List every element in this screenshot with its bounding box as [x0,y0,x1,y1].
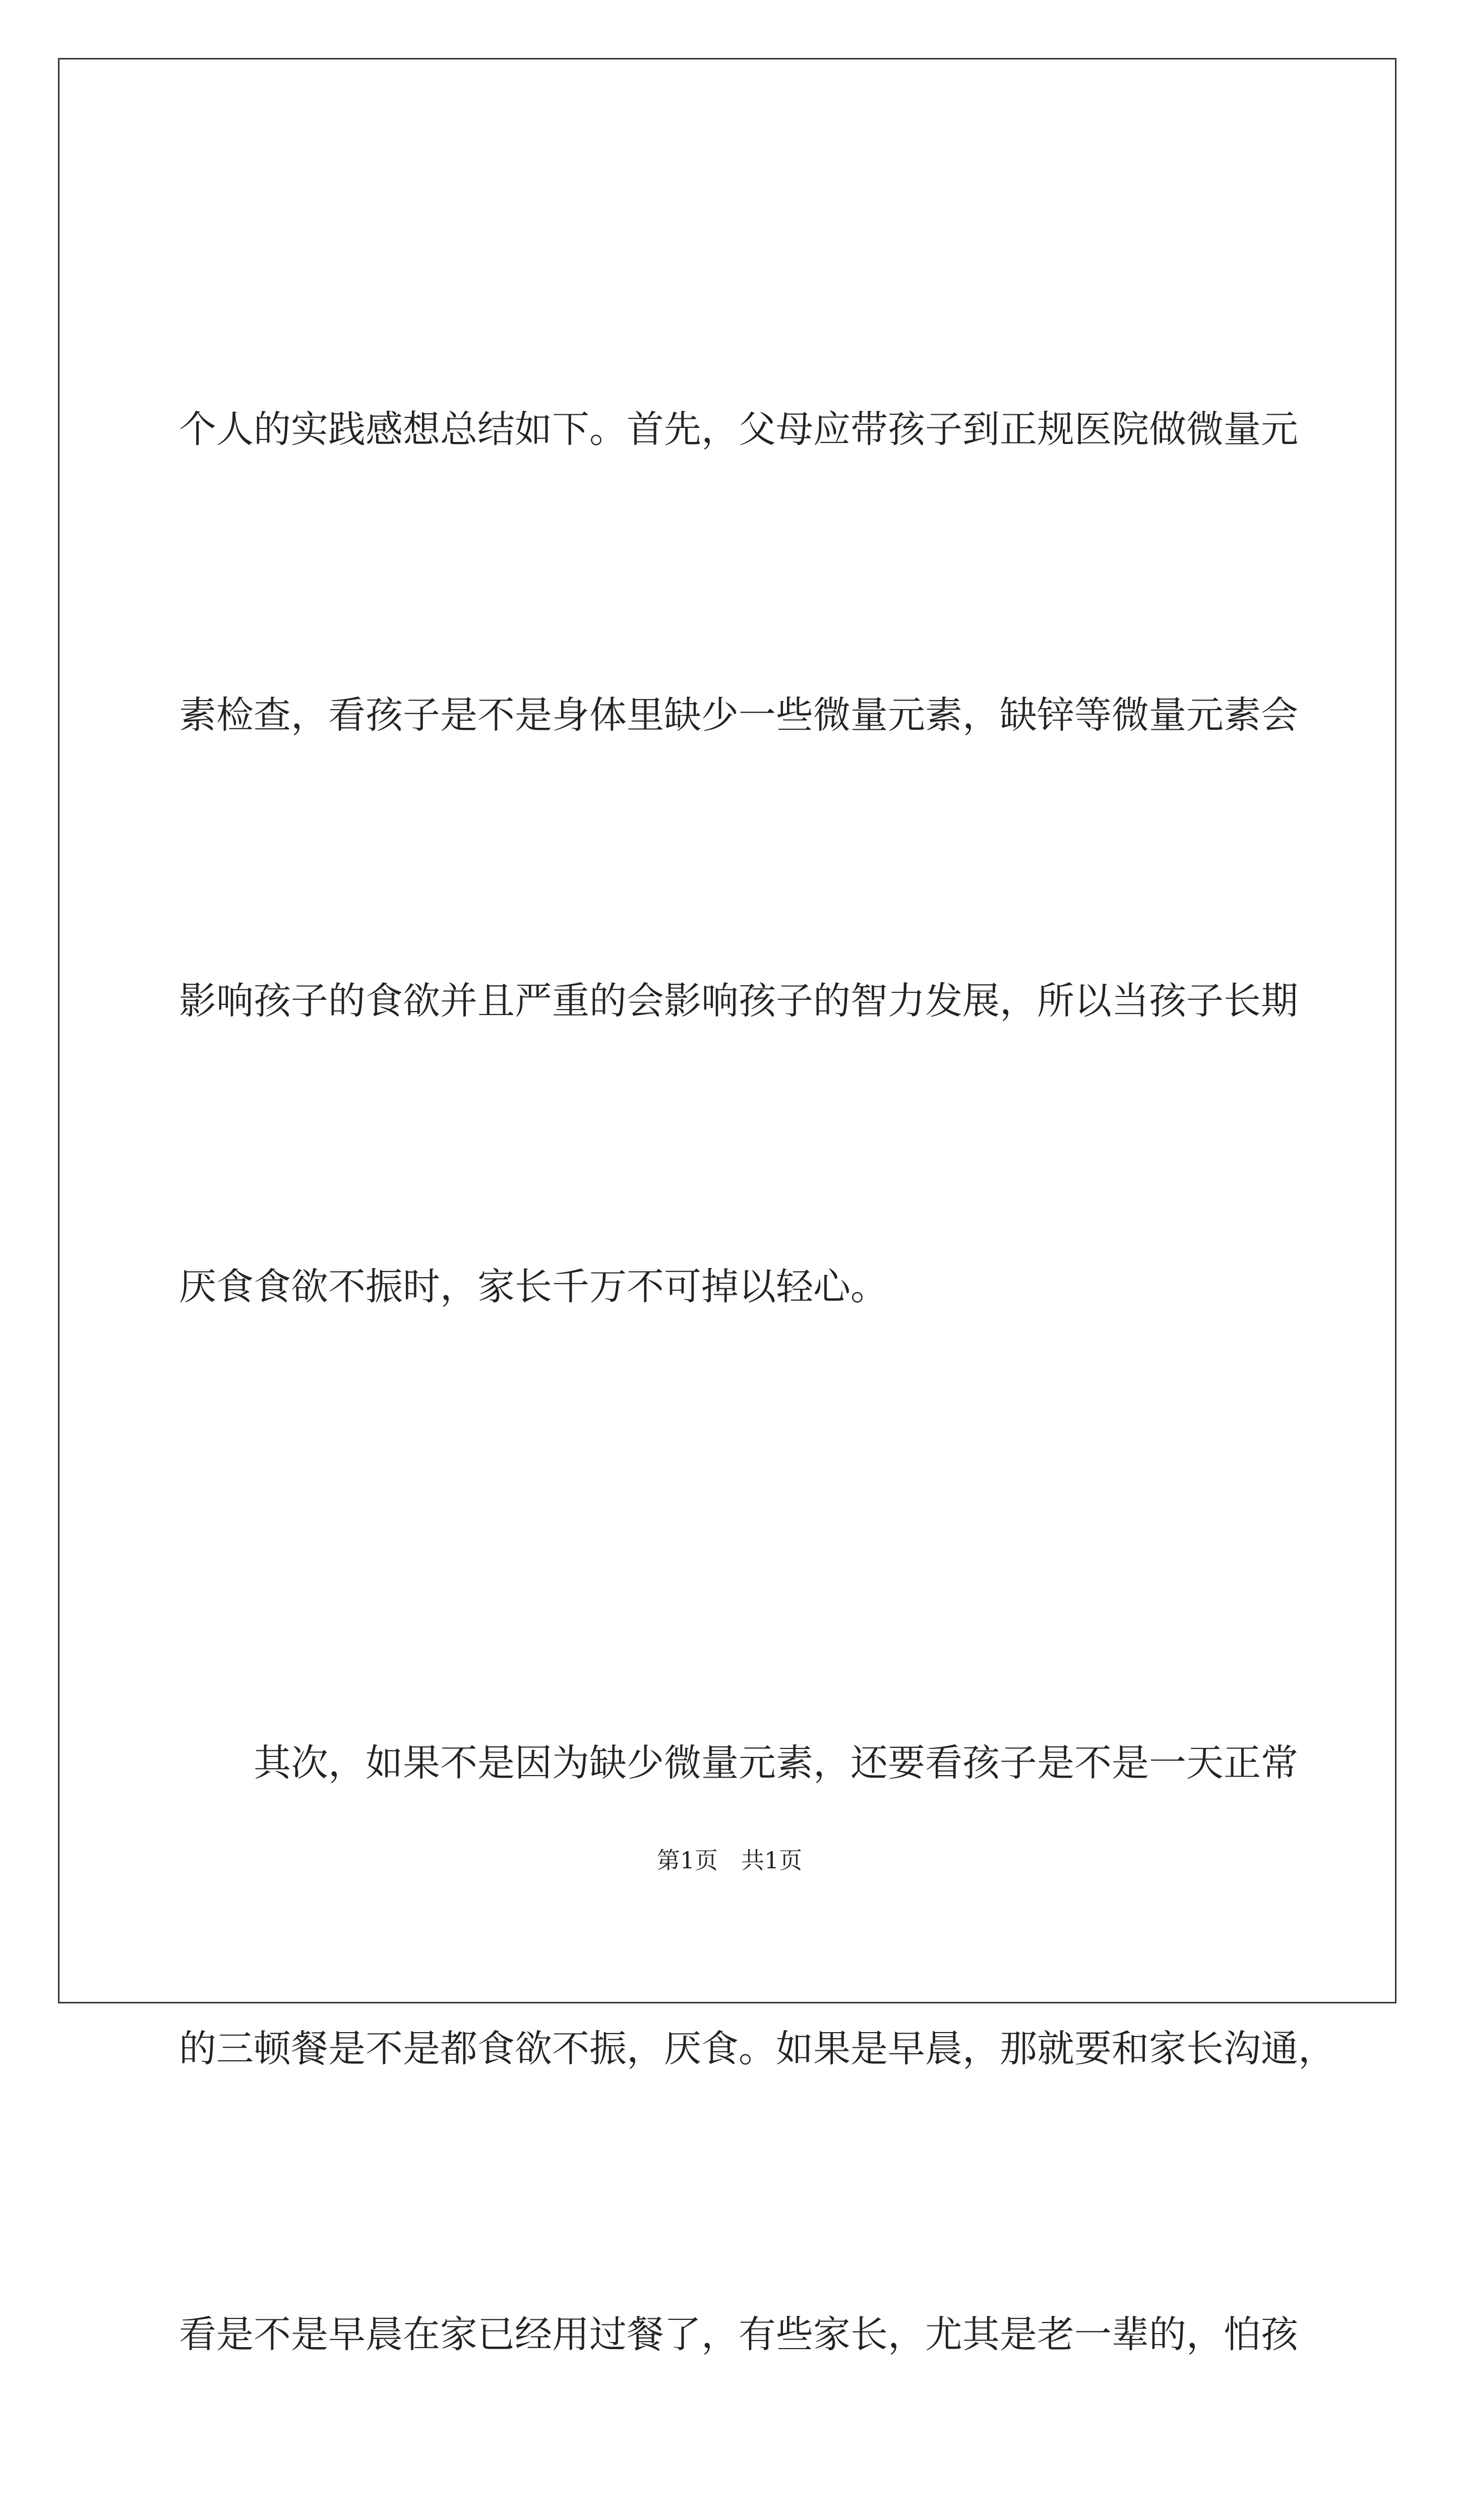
text-line: 个人的实践感想总结如下。首先，父母应带孩子到正规医院做微量元 [179,408,1298,451]
text-line: 的三顿餐是不是都食欲不振，厌食。如果是早晨，那就要和家长沟通， [179,2027,1335,2070]
text-line: 其次，如果不是因为缺少微量元素，还要看孩子是不是一天正常 [254,1741,1298,1785]
document-body [179,192,1335,2520]
text-line: 厌食食欲不振时，家长千万不可掉以轻心。 [179,1265,888,1308]
text-line: 素检查，看孩子是不是身体里缺少一些微量元素，缺锌等微量元素会 [179,694,1298,737]
text-line: 影响孩子的食欲并且严重的会影响孩子的智力发展，所以当孩子长期 [179,979,1298,1023]
page-footer [0,1842,1459,1875]
text-line: 看是不是早晨在家已经用过餐了，有些家长，尤其是老一辈的，怕孩 [179,2313,1298,2356]
page-total: 共1页 [741,1847,803,1874]
page-number: 第1页 [656,1847,718,1874]
paragraph-2 [179,1525,1335,2520]
paragraph-1 [179,192,1298,1525]
